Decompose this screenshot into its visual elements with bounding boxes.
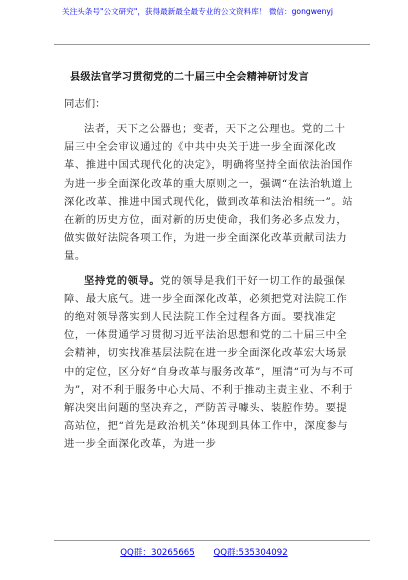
header-divider (54, 44, 370, 45)
paragraph-2-lead: 坚持党的领导。 (84, 274, 161, 287)
paragraph-1 (64, 120, 356, 266)
paragraph-2 (64, 272, 356, 454)
header-promo-note[interactable]: 关注头条号"公文研究"，获得最新最全最专业的公文资料库！ 微信：gongwenyj (62, 7, 334, 16)
footer-qq-group-1[interactable]: QQ群：30265665 (120, 548, 195, 558)
footer-divider (54, 540, 370, 541)
paragraph-2-text: 党的领导是我们干好一切工作的最强保障、最大底气。进一步全面深化改革，必须把党对法院工作的绝对领导落实到人民法院工作全过程各方面。要找准定位，一体贯通学习贯彻习近平法治思想和党的二十届三中全会精神，切实找准基层法院在进一步全面深化改革宏大场景中的定位，区分好“自身改革与服务改革”，厘清“可为与不可为”，对不利于服务中心大局、不利于推动主责主业、不利于解决突出问题的坚决弃之，严防苦寻噱头、装腔作势。要提高站位，把“首先是政治机关”体现到具体工作中，深度参与进一步全面深化改革，为进一步 (64, 274, 355, 451)
footer (0, 546, 408, 558)
document-body (64, 120, 356, 460)
paragraph-1-text: 法者，天下之公器也；变者，天下之公理也。党的二十届三中全会审议通过的《中共中央关于进一步全面深化改革、推进中国式现代化的决定》，明确将坚持全面依法治国作为进一步全面深化改革的重大原则之一，强调“在法治轨道上深化改革、推进中国式现代化，做到改革和法治相统一”。站在新的历史方位，面对新的历史使命，我们务必多点发力，做实做好法院各项工作，为进一步全面深化改革贡献司法力量。 (64, 123, 354, 263)
footer-qq-group-2[interactable]: QQ群:535304092 (213, 548, 288, 558)
salutation: 同志们： (64, 98, 106, 110)
document-title: 县级法官学习贯彻党的二十届三中全会精神研讨发言 (70, 72, 309, 83)
